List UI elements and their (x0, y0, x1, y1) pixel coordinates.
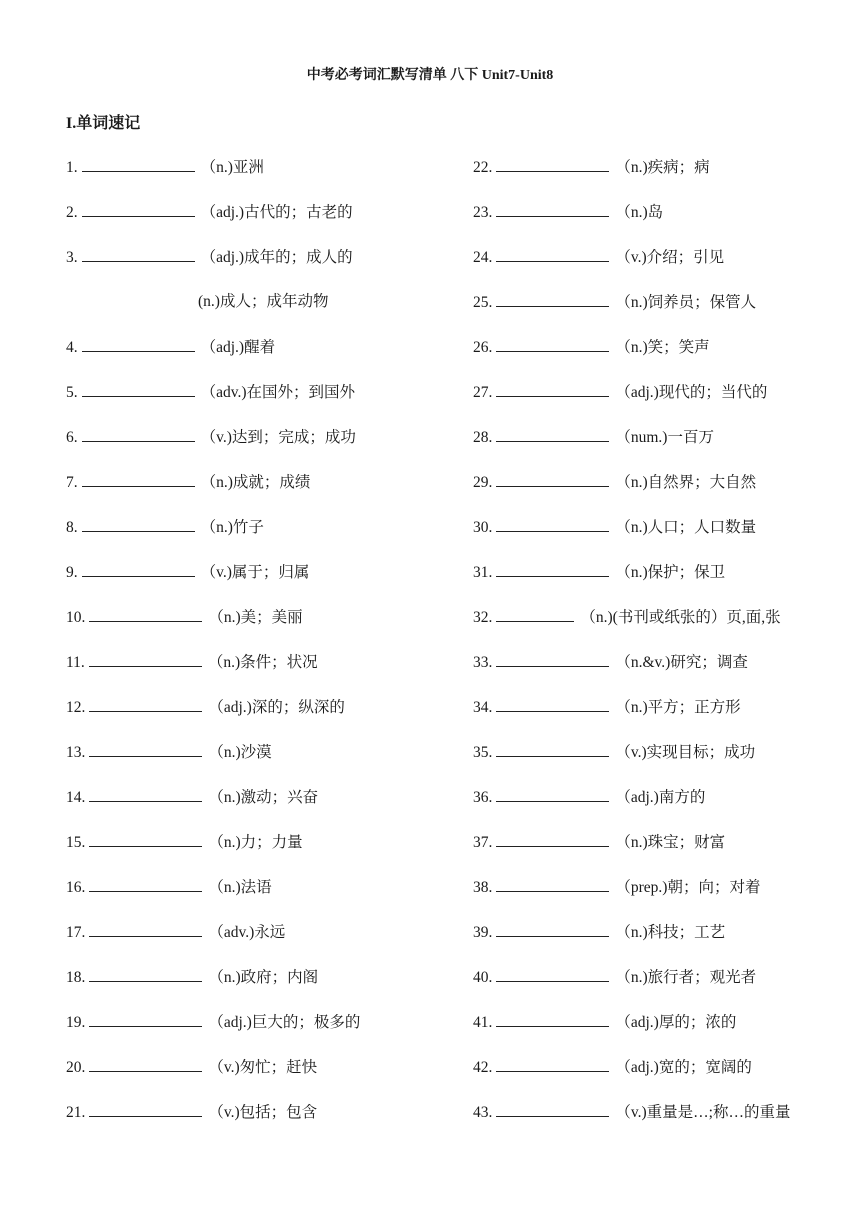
vocab-meaning: （v.)属于；归属 (200, 564, 310, 581)
vocab-item (66, 697, 345, 717)
vocab-number: 33. (473, 654, 493, 671)
vocab-meaning: （v.)达到；完成；成功 (200, 429, 356, 446)
vocab-number: 34. (473, 699, 493, 716)
answer-blank[interactable] (496, 517, 609, 532)
vocab-meaning: （adj.)成年的；成人的 (200, 249, 353, 266)
vocab-number: 24. (473, 249, 493, 266)
answer-blank[interactable] (496, 382, 609, 397)
answer-blank[interactable] (496, 922, 609, 937)
vocab-item (66, 787, 318, 807)
vocab-meaning: （v.)实现目标；成功 (615, 744, 756, 761)
vocab-meaning: （n.)笑；笑声 (615, 339, 710, 356)
answer-blank[interactable] (496, 1057, 609, 1072)
vocab-meaning: （v.)匆忙；赶快 (208, 1059, 318, 1076)
vocab-number: 14. (66, 789, 86, 806)
vocab-item (473, 1012, 736, 1032)
answer-blank[interactable] (496, 1102, 609, 1117)
vocab-item (473, 427, 714, 447)
answer-blank[interactable] (496, 652, 609, 667)
vocab-meaning: （n.)饲养员；保管人 (615, 294, 757, 311)
vocab-item (473, 652, 748, 672)
vocab-item (66, 202, 353, 222)
vocab-meaning: （n.)美；美丽 (208, 609, 303, 626)
vocab-meaning: （num.)一百万 (615, 429, 714, 446)
answer-blank[interactable] (496, 967, 609, 982)
vocab-number: 18. (66, 969, 86, 986)
vocab-meaning: (n.)成人；成年动物 (198, 293, 329, 310)
vocab-number: 25. (473, 294, 493, 311)
vocab-meaning: （adv.)在国外；到国外 (200, 384, 356, 401)
answer-blank[interactable] (496, 697, 609, 712)
answer-blank[interactable] (82, 382, 195, 397)
vocab-item (66, 517, 264, 537)
vocab-number: 1. (66, 159, 78, 176)
vocab-meaning: （n.)成就；成绩 (200, 474, 311, 491)
vocab-number: 43. (473, 1104, 493, 1121)
vocab-item (473, 787, 705, 807)
vocab-number: 16. (66, 879, 86, 896)
answer-blank[interactable] (496, 247, 609, 262)
vocab-number: 38. (473, 879, 493, 896)
vocab-meaning: （n.)人口；人口数量 (615, 519, 757, 536)
answer-blank[interactable] (82, 562, 195, 577)
vocab-item (473, 472, 756, 492)
vocab-meaning: （n.)保护；保卫 (615, 564, 726, 581)
vocab-meaning: （adj.)宽的；宽阔的 (615, 1059, 752, 1076)
vocab-item (66, 472, 310, 492)
vocab-meaning: （n.&v.)研究；调查 (615, 654, 748, 671)
vocab-number: 27. (473, 384, 493, 401)
answer-blank[interactable] (89, 877, 202, 892)
vocab-meaning: （n.)力；力量 (208, 834, 303, 851)
answer-blank[interactable] (496, 832, 609, 847)
vocab-item (473, 1057, 752, 1077)
vocab-number: 2. (66, 204, 78, 221)
vocab-meaning: （n.)竹子 (200, 519, 264, 536)
vocab-meaning: （adj.)古代的；古老的 (200, 204, 353, 221)
vocab-item (473, 1102, 790, 1122)
vocab-number: 37. (473, 834, 493, 851)
vocab-meaning: （n.)自然界；大自然 (615, 474, 757, 491)
answer-blank[interactable] (496, 202, 609, 217)
answer-blank[interactable] (89, 787, 202, 802)
vocab-item (66, 1057, 317, 1077)
vocab-number: 20. (66, 1059, 86, 1076)
vocab-number: 26. (473, 339, 493, 356)
answer-blank[interactable] (89, 1057, 202, 1072)
vocab-meaning: （v.)介绍；引见 (615, 249, 725, 266)
vocab-number: 5. (66, 384, 78, 401)
answer-blank[interactable] (89, 697, 202, 712)
vocab-number: 13. (66, 744, 86, 761)
section-heading: I.单词速记 (66, 115, 141, 132)
vocab-item (473, 292, 756, 312)
vocab-meaning: （n.)岛 (615, 204, 664, 221)
vocab-item (473, 877, 760, 897)
vocab-number: 3. (66, 249, 78, 266)
vocab-item (66, 247, 353, 267)
vocab-number: 23. (473, 204, 493, 221)
vocab-item (66, 382, 355, 402)
vocab-item (473, 607, 781, 627)
vocab-number: 30. (473, 519, 493, 536)
vocab-item (66, 337, 275, 357)
vocab-meaning: （adj.)深的；纵深的 (208, 699, 345, 716)
vocab-number: 12. (66, 699, 86, 716)
vocab-number: 28. (473, 429, 493, 446)
vocab-meaning: （n.)亚洲 (200, 159, 264, 176)
vocab-item (473, 247, 724, 267)
answer-blank[interactable] (496, 337, 609, 352)
answer-blank[interactable] (82, 517, 195, 532)
vocab-item (66, 832, 303, 852)
answer-blank[interactable] (82, 157, 195, 172)
vocab-meaning: （n.)沙漠 (208, 744, 272, 761)
vocab-number: 10. (66, 609, 86, 626)
answer-blank[interactable] (89, 652, 202, 667)
vocab-number: 41. (473, 1014, 493, 1031)
vocab-meaning: （adj.)醒着 (200, 339, 276, 356)
vocab-item (66, 607, 303, 627)
vocab-meaning: （adj.)现代的；当代的 (615, 384, 768, 401)
answer-blank[interactable] (496, 877, 609, 892)
vocab-number: 39. (473, 924, 493, 941)
answer-blank[interactable] (496, 472, 609, 487)
vocab-item (66, 157, 264, 177)
vocab-item (473, 517, 756, 537)
vocab-item (473, 922, 725, 942)
answer-blank[interactable] (496, 427, 609, 442)
answer-blank[interactable] (496, 1012, 609, 1027)
vocab-meaning: （n.)珠宝；财富 (615, 834, 726, 851)
vocab-item (66, 1102, 317, 1122)
vocab-item (66, 922, 285, 942)
answer-blank[interactable] (82, 337, 195, 352)
vocab-number: 6. (66, 429, 78, 446)
answer-blank[interactable] (82, 247, 195, 262)
answer-blank[interactable] (82, 472, 195, 487)
vocab-meaning: （v.)包括；包含 (208, 1104, 318, 1121)
vocab-number: 7. (66, 474, 78, 491)
vocab-meaning: （n.)疾病；病 (615, 159, 710, 176)
vocab-number: 21. (66, 1104, 86, 1121)
vocab-number: 17. (66, 924, 86, 941)
answer-blank[interactable] (89, 922, 202, 937)
vocab-meaning: （adj.)巨大的；极多的 (208, 1014, 361, 1031)
vocab-item (473, 562, 725, 582)
vocab-meaning: （n.)(书刊或纸张的）页,面,张 (580, 609, 781, 626)
vocab-number: 35. (473, 744, 493, 761)
answer-blank[interactable] (496, 292, 609, 307)
vocab-item (66, 427, 356, 447)
answer-blank[interactable] (89, 1012, 202, 1027)
vocab-meaning: （n.)政府；内阁 (208, 969, 319, 986)
vocab-number: 9. (66, 564, 78, 581)
vocab-meaning: （adv.)永远 (208, 924, 286, 941)
vocab-item (473, 967, 756, 987)
vocab-item (66, 877, 272, 897)
vocab-number: 29. (473, 474, 493, 491)
vocab-meaning: （n.)科技；工艺 (615, 924, 726, 941)
page-title: 中考必考词汇默写清单 八下 Unit7-Unit8 (306, 68, 554, 83)
answer-blank[interactable] (89, 742, 202, 757)
vocab-meaning: （n.)旅行者；观光者 (615, 969, 757, 986)
answer-blank[interactable] (89, 1102, 202, 1117)
vocab-item (473, 157, 710, 177)
vocab-item (473, 832, 725, 852)
vocab-meaning: （n.)法语 (208, 879, 272, 896)
vocab-number: 42. (473, 1059, 493, 1076)
answer-blank[interactable] (496, 562, 609, 577)
vocab-meaning: （n.)激动；兴奋 (208, 789, 319, 806)
vocab-meaning: （prep.)朝；向；对着 (615, 879, 761, 896)
answer-blank[interactable] (496, 607, 574, 622)
vocab-item (473, 337, 710, 357)
vocab-item (66, 562, 309, 582)
vocab-item (473, 202, 663, 222)
vocab-number: 11. (66, 654, 85, 671)
vocab-item (473, 742, 755, 762)
vocab-number: 8. (66, 519, 78, 536)
vocab-item (66, 652, 318, 672)
answer-blank[interactable] (89, 967, 202, 982)
vocab-number: 4. (66, 339, 78, 356)
vocab-number: 32. (473, 609, 493, 626)
vocab-number: 36. (473, 789, 493, 806)
vocab-number: 40. (473, 969, 493, 986)
vocab-item (66, 292, 328, 312)
vocab-meaning: （adj.)南方的 (615, 789, 706, 806)
answer-blank[interactable] (82, 427, 195, 442)
vocab-meaning: （n.)条件；状况 (207, 654, 318, 671)
answer-blank[interactable] (496, 742, 609, 757)
vocab-item (473, 382, 767, 402)
answer-blank[interactable] (89, 832, 202, 847)
vocab-number: 19. (66, 1014, 86, 1031)
answer-blank[interactable] (496, 787, 609, 802)
vocab-item (473, 697, 741, 717)
vocab-item (66, 1012, 360, 1032)
vocab-number: 31. (473, 564, 493, 581)
answer-blank[interactable] (89, 607, 202, 622)
vocab-meaning: （n.)平方；正方形 (615, 699, 741, 716)
vocab-meaning: （v.)重量是…;称…的重量 (615, 1104, 791, 1121)
vocab-meaning: （adj.)厚的；浓的 (615, 1014, 737, 1031)
vocab-item (66, 967, 318, 987)
vocab-number: 22. (473, 159, 493, 176)
vocab-item (66, 742, 272, 762)
vocab-number: 15. (66, 834, 86, 851)
answer-blank[interactable] (496, 157, 609, 172)
answer-blank[interactable] (82, 202, 195, 217)
